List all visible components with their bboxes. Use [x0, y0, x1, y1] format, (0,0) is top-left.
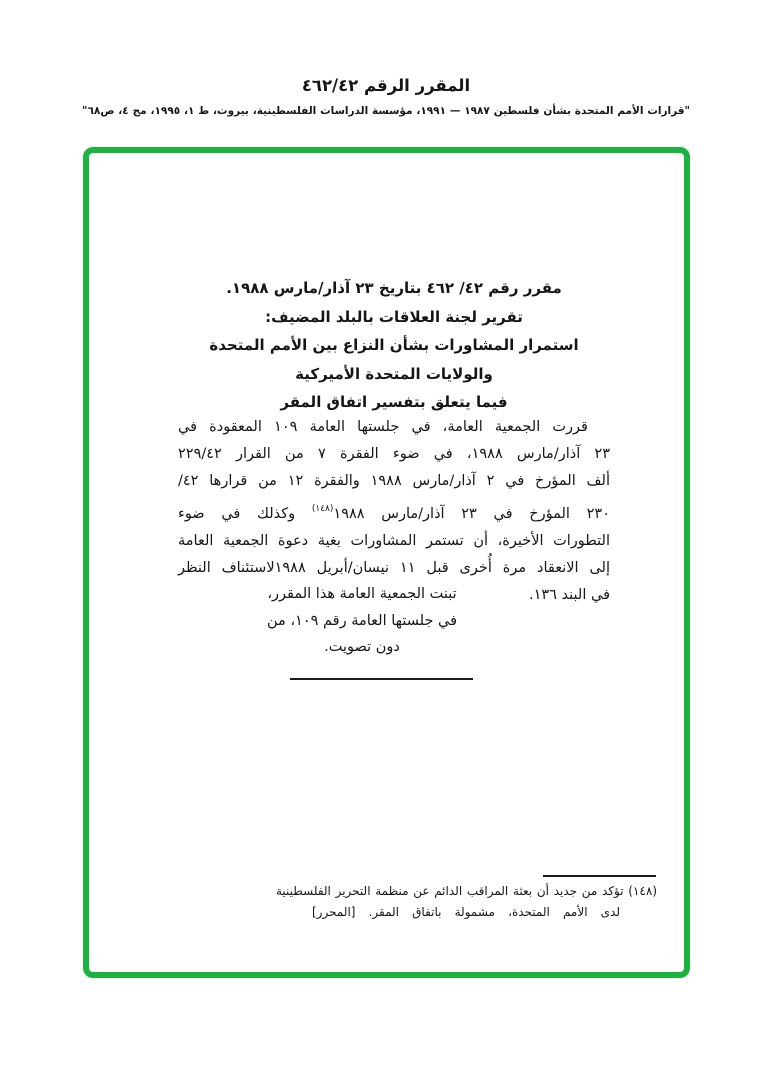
body-line-1: قررت الجمعية العامة، في جلستها العامة ١٠٩ المعقودة في	[178, 419, 588, 435]
title-line-4: والولايات المتحدة الأميركية	[295, 364, 493, 383]
closing-line-2: في جلستها العامة رقم ١٠٩، من	[266, 612, 458, 629]
closing-line-3: دون تصويت.	[324, 639, 400, 655]
body-line-4-continuation: وكذلك في ضوء	[178, 505, 312, 522]
body-line-4-text: ٢٣٠ المؤرخ في ٢٣ آذار/مارس ١٩٨٨	[333, 505, 610, 522]
title-line-3: استمرار المشاورات بشأن النزاع بين الأمم المتحدة	[209, 336, 579, 354]
footnote-line-2: لدى الأمم المتحدة، مشمولة باتفاق المقر. [المحرر]	[312, 904, 620, 919]
body-line-3: ألف المؤرخ في ٢ آذار/مارس ١٩٨٨ والفقرة ١٢ من قرارها ٤٢/	[178, 473, 610, 490]
page-title: المقرر الرقم ٤٦٢/٤٢	[301, 76, 471, 95]
body-line-5: التطورات الأخيرة، أن تستمر المشاورات بغية دعوة الجمعية العامة	[178, 532, 610, 549]
document-title-block	[176, 274, 612, 417]
footnote-line-1: (١٤٨) تؤكد من جديد أن بعثة المراقب الدائم عن منظمة التحرير الفلسطينية	[276, 884, 657, 898]
body-line-4	[178, 496, 610, 528]
title-line-5: فيما يتعلق بتفسير اتفاق المقر	[280, 393, 508, 411]
footnote-block	[276, 881, 657, 922]
body-line-2: ٢٣ آذار/مارس ١٩٨٨، في ضوء الفقرة ٧ من القرار ٢٢٩/٤٢	[178, 446, 610, 463]
body-line-7: في البند ١٣٦.	[528, 587, 610, 604]
citation-line: "قرارات الأمم المتحدة بشأن فلسطين ١٩٨٧ — ١٩٩١، مؤسسة الدراسات الفلسطينية، بيروت، ط ١، ١٩٩٥، مج ٤، ص٦٨"	[82, 105, 690, 117]
closing-line-1: تبنت الجمعية العامة هذا المقرر،	[267, 586, 457, 602]
closing-paragraph	[258, 581, 466, 661]
footnote-separator-line	[543, 875, 656, 877]
section-divider-line	[290, 678, 473, 680]
title-line-1: مقرر رقم ٤٢/ ٤٦٢ بتاريخ ٢٣ آذار/مارس ١٩٨٨.	[226, 279, 562, 297]
body-line-6: إلى الانعقاد مرة أُخرى قبل ١١ نيسان/أبريل ١٩٨٨لاستئناف النظر	[178, 560, 610, 577]
footnote-ref-superscript: (١٤٨)	[311, 503, 334, 514]
title-line-2: تقرير لجنة العلاقات بالبلد المضيف:	[265, 307, 523, 326]
